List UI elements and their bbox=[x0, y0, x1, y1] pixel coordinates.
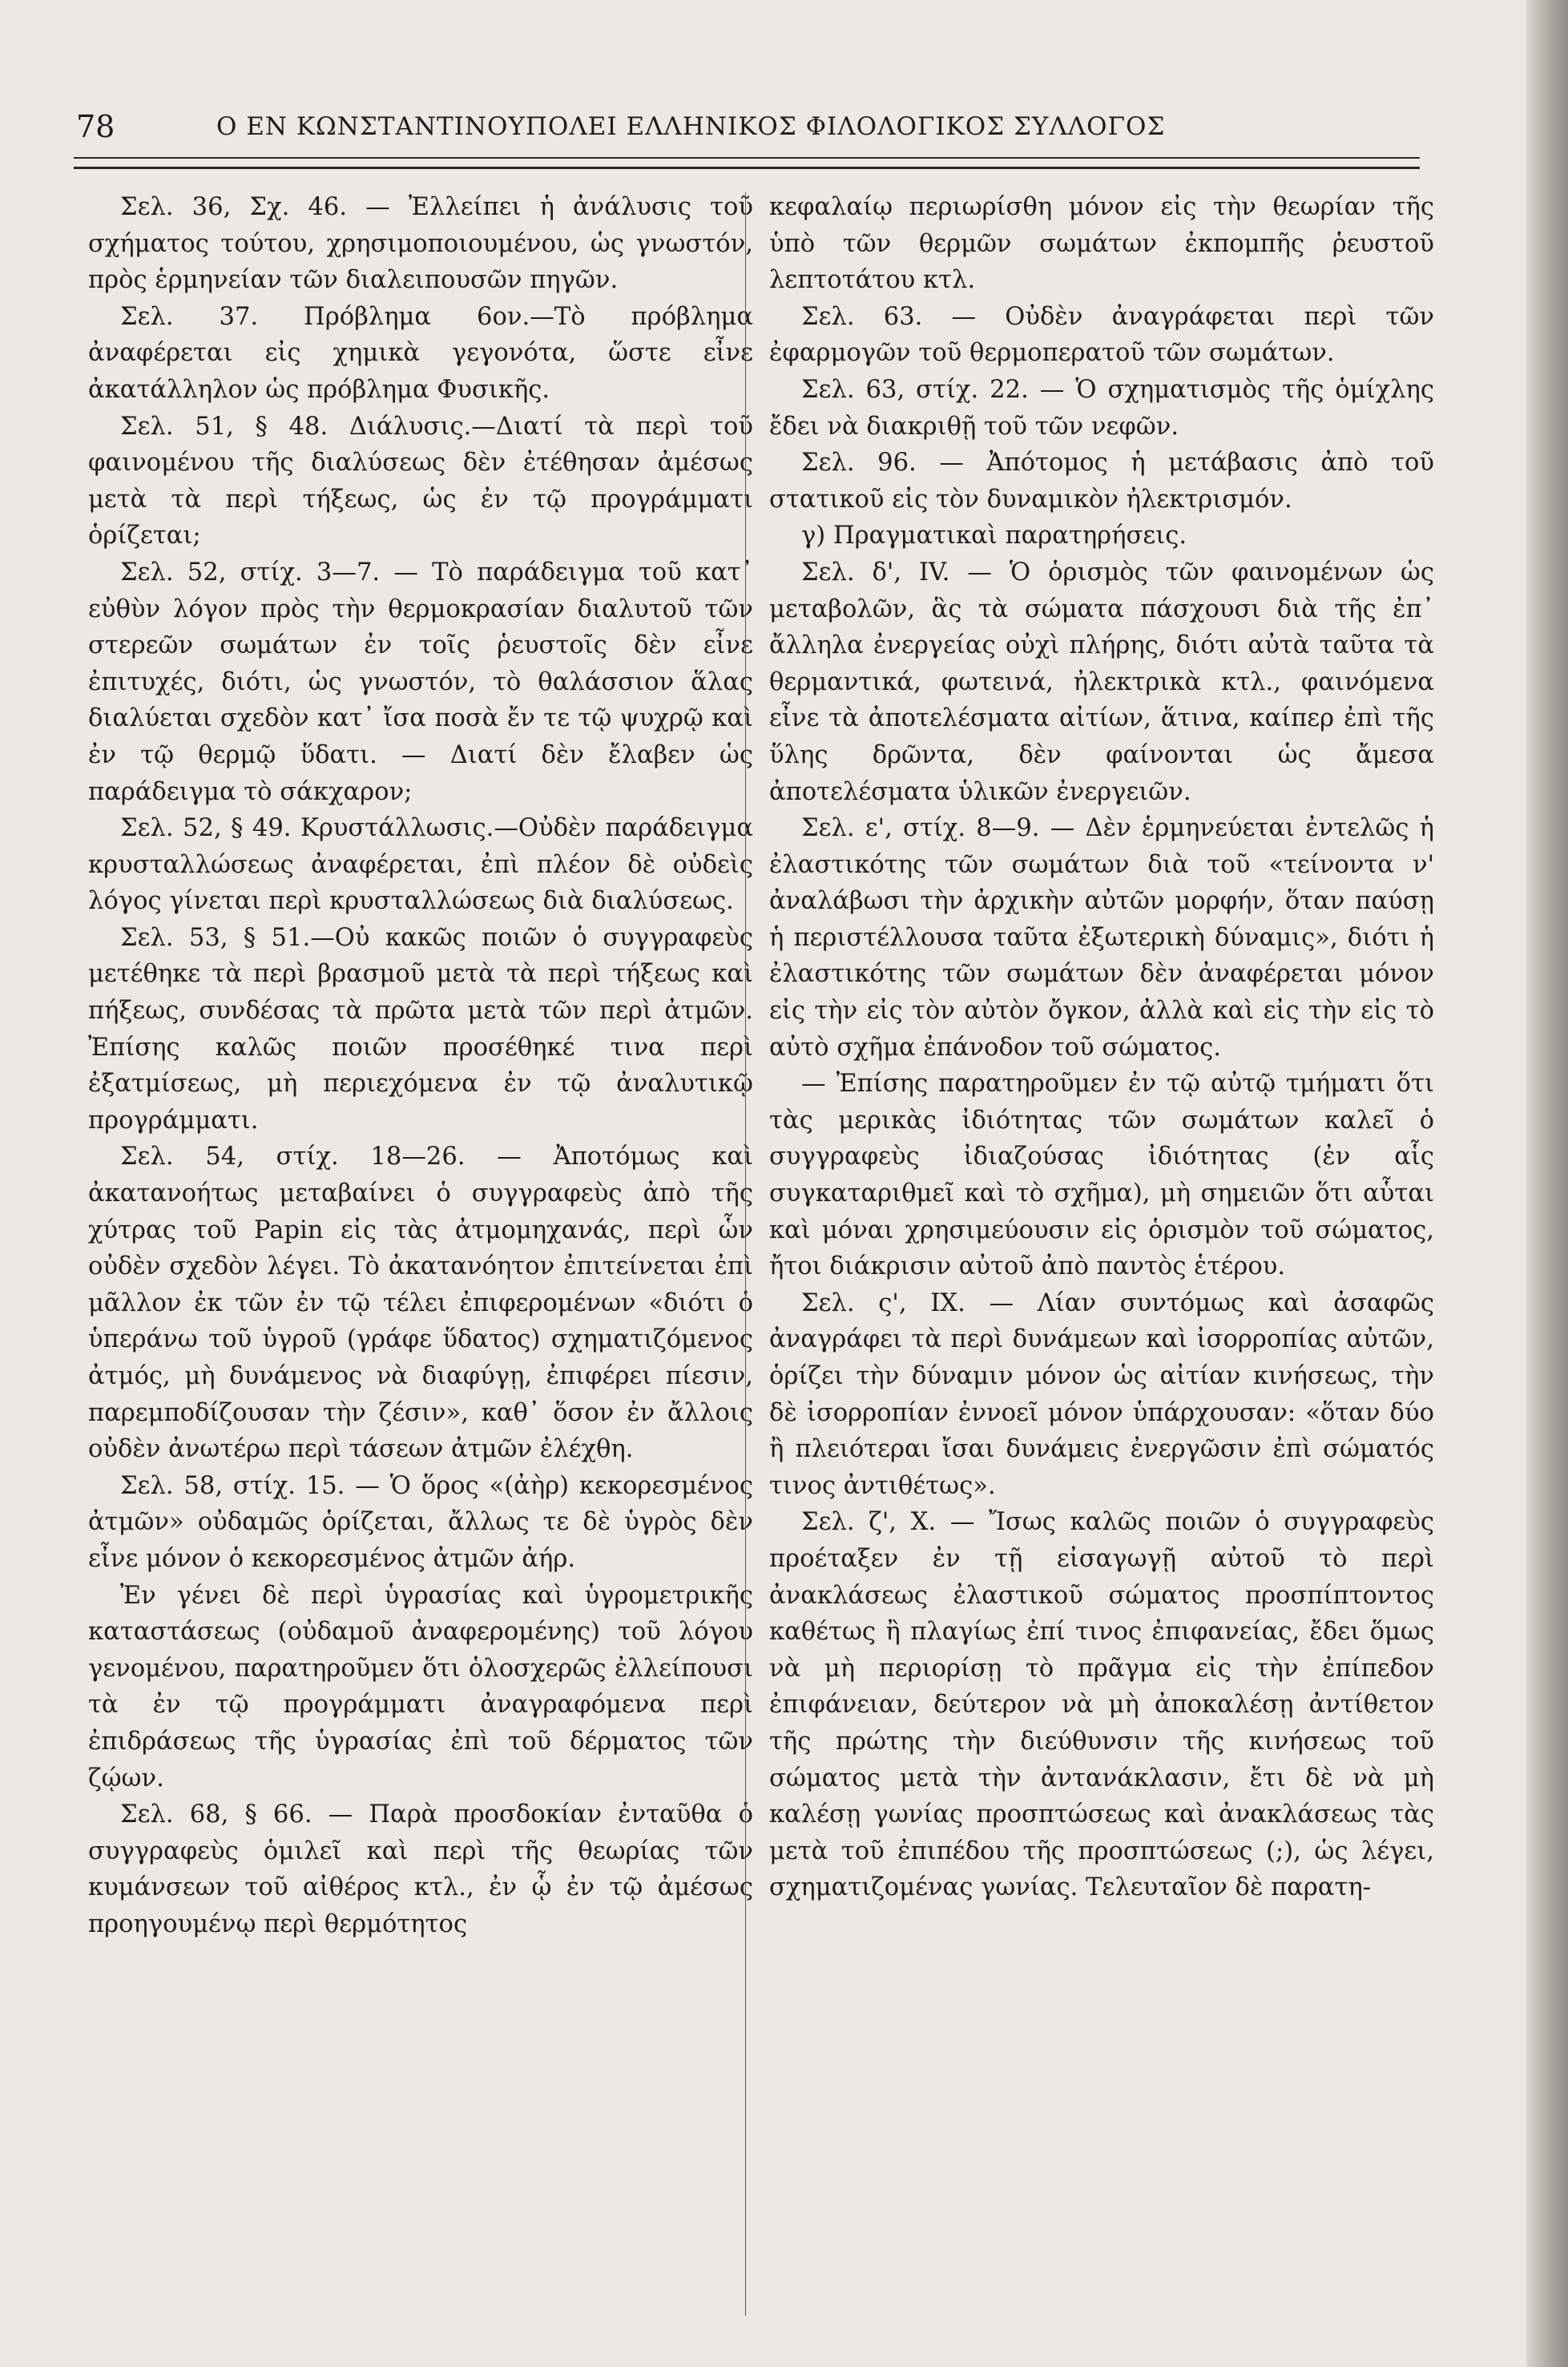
paragraph: Σελ. 36, Σχ. 46. — Ἐλλείπει ἡ ἀνάλυσις τοῦ σχήματος τούτου, χρησιμοποιουμένου, ὡς γνωστόν, πρὸς ἑρμηνείαν τῶν διαλειπουσῶν πηγῶν. bbox=[88, 193, 753, 295]
paragraph: Σελ. ζ', X. — Ἴσως καλῶς ποιῶν ὁ συγγραφεὺς προέταξεν ἐν τῇ εἰσαγωγῇ αὐτοῦ τὸ περὶ ἀνακλάσεως ἐλαστικοῦ σώματος προσπίπτοντος καθέτως ἢ πλαγίως ἐπί τινος ἐπιφανείας, ἔδει ὅμως νὰ μὴ περιορίσῃ τὸ πρᾶγμα εἰς τὴν ἐπίπεδον ἐπιφάνειαν, δεύτερον νὰ μὴ ἀποκαλέσῃ ἀντίθετον τῆς πρώτης τὴν διεύθυνσιν τῆς κινήσεως τοῦ σώματος μετὰ τὴν ἀντανάκλασιν, ἔτι δὲ νὰ μὴ καλέσῃ γωνίας προσπτώσεως καὶ ἀνακλάσεως τὰς μετὰ τοῦ ἐπιπέδου τῆς προσπτώσεως (;), ὡς λέγει, σχηματιζομένας γωνίας. Τελευταῖον δὲ παρατη- bbox=[769, 1508, 1434, 1902]
paragraph: Σελ. 51, § 48. Διάλυσις.—Διατί τὰ περὶ τοῦ φαινομένου τῆς διαλύσεως δὲν ἐτέθησαν ἀμέσως μετὰ τὰ περὶ τήξεως, ὡς ἐν τῷ προγράμματι ὁρίζεται; bbox=[88, 412, 753, 550]
scan-edge-shadow bbox=[1526, 0, 1568, 2367]
paragraph: Σελ. 96. — Ἀπότομος ἡ μετάβασις ἀπὸ τοῦ στατικοῦ εἰς τὸν δυναμικὸν ἠλεκτρισμόν. bbox=[769, 449, 1434, 514]
paragraph: Σελ. 52, § 49. Κρυστάλλωσις.—Οὐδὲν παράδειγμα κρυσταλλώσεως ἀναφέρεται, ἐπὶ πλέον δὲ οὐδεὶς λόγος γίνεται περὶ κρυσταλλώσεως διὰ διαλύσεως. bbox=[88, 814, 753, 916]
header-title: Ο ΕΝ ΚΩΝΣΤΑΝΤΙΝΟΥΠΟΛΕΙ ΕΛΛΗΝΙΚΟΣ ΦΙΛΟΛΟΓΙΚΟΣ ΣΥΛΛΟΓΟΣ bbox=[216, 112, 1166, 141]
paragraph: Σελ. 53, § 51.—Οὐ κακῶς ποιῶν ὁ συγγραφεὺς μετέθηκε τὰ περὶ βρασμοῦ μετὰ τὰ περὶ τήξεως καὶ πήξεως, συνδέσας τὰ πρῶτα μετὰ τῶν περὶ ἀτμῶν. Ἐπίσης καλῶς ποιῶν προσέθηκέ τινα περὶ ἐξατμίσεως, μὴ περιεχόμενα ἐν τῷ ἀναλυτικῷ προγράμματι. bbox=[88, 923, 753, 1135]
paragraph: Σελ. 63, στίχ. 22. — Ὁ σχηματισμὸς τῆς ὁμίχλης ἔδει νὰ διακριθῇ τοῦ τῶν νεφῶν. bbox=[769, 375, 1434, 441]
paragraph: Σελ. 37. Πρόβλημα 6ον.—Τὸ πρόβλημα ἀναφέρεται εἰς χημικὰ γεγονότα, ὥστε εἶνε ἀκατάλληλον ὡς πρόβλημα Φυσικῆς. bbox=[88, 302, 753, 404]
paragraph: Σελ. 63. — Οὐδὲν ἀναγράφεται περὶ τῶν ἐφαρμογῶν τοῦ θερμοπερατοῦ τῶν σωμάτων. bbox=[769, 302, 1434, 368]
paragraph: Σελ. 58, στίχ. 15. — Ὁ ὅρος «(ἀὴρ) κεκορεσμένος ἀτμῶν» οὐδαμῶς ὁρίζεται, ἄλλως τε δὲ ὑγρὸς δὲν εἶνε μόνον ὁ κεκορεσμένος ἀτμῶν ἀήρ. bbox=[88, 1471, 753, 1573]
paragraph: Σελ. δ', IV. — Ὁ ὁρισμὸς τῶν φαινομένων ὡς μεταβολῶν, ἃς τὰ σώματα πάσχουσι διὰ τῆς ἐπ᾿ ἄλληλα ἐνεργείας οὐχὶ πλήρης, διότι αὐτὰ ταῦτα τὰ θερμαντικά, φωτεινά, ἠλεκτρικὰ κτλ., φαινόμενα εἶνε τὰ ἀποτελέσματα αἰτίων, ἅτινα, καίπερ ἐπὶ τῆς ὕλης δρῶντα, δὲν φαίνονται ὡς ἄμεσα ἀποτελέσματα ὑλικῶν ἐνεργειῶν. bbox=[769, 558, 1434, 806]
paragraph: κεφαλαίῳ περιωρίσθη μόνον εἰς τὴν θεωρίαν τῆς ὑπὸ τῶν θερμῶν σωμάτων ἐκπομπῆς ῥευστοῦ λεπτοτάτου κτλ. bbox=[769, 193, 1434, 295]
right-column bbox=[769, 189, 1434, 1906]
page-number: 78 bbox=[76, 109, 115, 144]
paragraph: Σελ. ε', στίχ. 8—9. — Δὲν ἑρμηνεύεται ἐντελῶς ἡ ἐλαστικότης τῶν σωμάτων διὰ τοῦ «τείνοντα ν' ἀναλάβωσι τὴν ἀρχικὴν αὐτῶν μορφήν, ὅταν παύσῃ ἡ περιστέλλουσα ταῦτα ἐξωτερικὴ δύναμις», διότι ἡ ἐλαστικότης τῶν σωμάτων δὲν ἀναφέρεται μόνον εἰς τὴν εἰς τὸν αὐτὸν ὄγκον, ἀλλὰ καὶ εἰς τὴν εἰς τὸ αὐτὸ σχῆμα ἐπάνοδον τοῦ σώματος. bbox=[769, 814, 1434, 1062]
paragraph: — Ἐπίσης παρατηροῦμεν ἐν τῷ αὐτῷ τμήματι ὅτι τὰς μερικὰς ἰδιότητας τῶν σωμάτων καλεῖ ὁ συγγραφεὺς ἰδιαζούσας ἰδιότητας (ἐν αἷς συγκαταριθμεῖ καὶ τὸ σχῆμα), μὴ σημειῶν ὅτι αὗται καὶ μόναι χρησιμεύουσιν εἰς ὁρισμὸν τοῦ σώματος, ἤτοι διάκρισιν αὐτοῦ ἀπὸ παντὸς ἑτέρου. bbox=[769, 1070, 1434, 1281]
header-rule-thin bbox=[74, 157, 1420, 159]
paragraph: Ἐν γένει δὲ περὶ ὑγρασίας καὶ ὑγρομετρικῆς καταστάσεως (οὐδαμοῦ ἀναφερομένης) τοῦ λόγου γενομένου, παρατηροῦμεν ὅτι ὁλοσχερῶς ἐλλείπουσι τὰ ἐν τῷ προγράμματι ἀναγραφόμενα περὶ ἐπιδράσεως τῆς ὑγρασίας ἐπὶ τοῦ δέρματος τῶν ζῴων. bbox=[88, 1581, 753, 1792]
running-head bbox=[76, 103, 1422, 151]
paragraph: Σελ. 52, στίχ. 3—7. — Τὸ παράδειγμα τοῦ κατ᾿ εὐθὺν λόγον πρὸς τὴν θερμοκρασίαν διαλυτοῦ τῶν στερεῶν σωμάτων ἐν τοῖς ῥευστοῖς δὲν εἶνε ἐπιτυχές, διότι, ὡς γνωστόν, τὸ θαλάσσιον ἅλας διαλύεται σχεδὸν κατ᾿ ἴσα ποσὰ ἔν τε τῷ ψυχρῷ καὶ ἐν τῷ θερμῷ ὕδατι. — Διατί δὲν ἔλαβεν ὡς παράδειγμα τὸ σάκχαρον; bbox=[88, 558, 753, 806]
left-column bbox=[88, 189, 753, 1943]
paragraph: Σελ. 68, § 66. — Παρὰ προσδοκίαν ἐνταῦθα ὁ συγγραφεὺς ὁμιλεῖ καὶ περὶ τῆς θεωρίας τῶν κυμάνσεων τοῦ αἰθέρος κτλ., ἐν ᾧ ἐν τῷ ἀμέσως προηγουμένῳ περὶ θερμότητος bbox=[88, 1800, 753, 1938]
column-divider bbox=[745, 192, 746, 2316]
paragraph: Σελ. 54, στίχ. 18—26. — Ἀποτόμως καὶ ἀκατανοήτως μεταβαίνει ὁ συγγραφεὺς ἀπὸ τῆς χύτρας τοῦ Papin εἰς τὰς ἀτμομηχανάς, περὶ ὧν οὐδὲν σχεδὸν λέγει. Τὸ ἀκατανόητον ἐπιτείνεται ἐπὶ μᾶλλον ἐκ τῶν ἐν τῷ τέλει ἐπιφερομένων «διότι ὁ ὑπεράνω τοῦ ὑγροῦ (γράφε ὕδατος) σχηματιζόμενος ἀτμός, μὴ δυνάμενος νὰ διαφύγῃ, ἐπιφέρει πίεσιν, παρεμποδίζουσαν τὴν ζέσιν», καθ᾿ ὅσον ἐν ἄλλοις οὐδὲν ἀνωτέρω περὶ τάσεων ἀτμῶν ἐλέχθη. bbox=[88, 1143, 753, 1464]
header-rule-thick bbox=[74, 167, 1420, 169]
section-heading: γ) Πραγματικαὶ παρατηρήσεις. bbox=[801, 522, 1187, 550]
paragraph: Σελ. ς', IX. — Λίαν συντόμως καὶ ἀσαφῶς ἀναγράφει τὰ περὶ δυνάμεων καὶ ἰσορροπίας αὐτῶν, ὁρίζει τὴν δύναμιν μόνον ὡς αἰτίαν κινήσεως, τὴν δὲ ἰσορροπίαν ἐννοεῖ μόνον ὑπάρχουσαν: «ὅταν δύο ἢ πλειότεραι ἴσαι δυνάμεις ἐνεργῶσιν ἐπὶ σώματός τινος ἀντιθέτως». bbox=[769, 1288, 1434, 1500]
